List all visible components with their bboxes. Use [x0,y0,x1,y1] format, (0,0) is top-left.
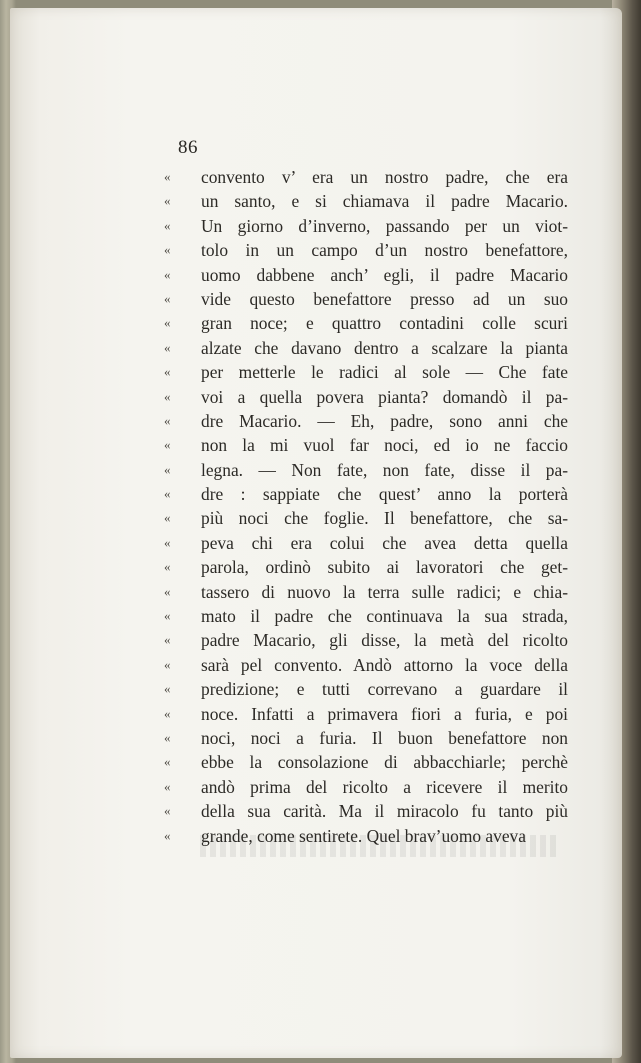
text-line [164,165,568,189]
quote-mark: « [164,217,171,233]
text-line [164,799,568,823]
line-text: tolo in un campo d’un nostro benefattore, [201,240,568,261]
quote-mark: « [164,534,171,550]
page-number: 86 [178,137,198,158]
line-text: mato il padre che continuava la sua strada, [201,606,568,627]
quote-mark: « [164,778,171,794]
text-line [164,750,568,774]
line-text: voi a quella povera pianta? domandò il pa- [201,386,568,407]
text-line [164,506,568,530]
line-text: tassero di nuovo la terra sulle radici; e chia- [201,581,568,602]
text-line [164,311,568,335]
line-text: gran noce; e quattro contadini colle scuri [201,313,568,334]
line-text: dre : sappiate che quest’ anno la porterà [201,484,568,505]
quote-mark: « [164,169,171,184]
quote-mark: « [164,754,171,770]
text-line [164,726,568,750]
quote-mark: « [164,632,171,648]
quote-mark: « [164,388,171,404]
text-line [164,385,568,409]
line-text: dre Macario. — Eh, padre, sono anni che [201,410,568,431]
line-text: ebbe la consolazione di abbacchiarle; perchè [201,752,568,773]
quote-mark: « [164,608,171,624]
line-text: andò prima del ricolto a ricevere il merito [201,776,568,797]
text-line [164,189,568,213]
line-text: predizione; e tutti correvano a guardare il [201,679,568,700]
text-line [164,555,568,579]
line-text: non la mi vuol far noci, ed io ne faccio [201,435,568,456]
line-text: per metterle le radici al sole — Che fate [201,362,568,383]
quote-mark: « [164,827,171,843]
quote-mark: « [164,412,171,428]
line-text: parola, ordinò subito ai lavoratori che get- [201,557,568,578]
quote-mark: « [164,559,171,575]
line-text: della sua carità. Ma il miracolo fu tanto più [201,801,568,822]
quote-mark: « [164,803,171,819]
quote-mark: « [164,315,171,331]
quote-mark: « [164,705,171,721]
text-line [164,628,568,652]
text-line [164,336,568,360]
text-line [164,360,568,384]
text-line [164,409,568,433]
line-text: convento v’ era un nostro padre, che era [201,167,568,187]
quote-mark: « [164,364,171,380]
line-text: sarà pel convento. Andò attorno la voce della [201,654,568,675]
text-line [164,653,568,677]
quote-mark: « [164,461,171,477]
line-text: legna. — Non fate, non fate, disse il pa- [201,459,568,480]
text-line [164,677,568,701]
quote-mark: « [164,339,171,355]
text-line [164,238,568,262]
quote-mark: « [164,437,171,453]
quote-mark: « [164,193,171,209]
quote-mark: « [164,729,171,745]
quote-mark: « [164,681,171,697]
text-line [164,482,568,506]
text-line [164,531,568,555]
text-line [164,824,568,848]
line-text: vide questo benefattore presso ad un suo [201,288,568,309]
text-line [164,263,568,287]
text-line [164,214,568,238]
text-line [164,433,568,457]
text-block [164,165,568,848]
text-line [164,702,568,726]
text-line [164,458,568,482]
line-text: uomo dabbene anch’ egli, il padre Macario [201,264,568,285]
line-text: noce. Infatti a primavera fiori a furia, e poi [201,703,568,724]
line-text: peva chi era colui che avea detta quella [201,532,568,553]
text-line [164,580,568,604]
quote-mark: « [164,242,171,258]
line-text: Un giorno d’inverno, passando per un viot- [201,215,568,236]
line-text: un santo, e si chiamava il padre Macario. [201,191,568,212]
text-line [164,287,568,311]
line-text: alzate che davano dentro a scalzare la pianta [201,337,568,358]
quote-mark: « [164,486,171,502]
line-text: padre Macario, gli disse, la metà del ricolto [201,630,568,651]
line-text: grande, come sentirete. Quel brav’uomo aveva [201,825,526,846]
quote-mark: « [164,510,171,526]
text-line [164,604,568,628]
line-text: noci, noci a furia. Il buon benefattore non [201,727,568,748]
quote-mark: « [164,266,171,282]
text-line [164,775,568,799]
quote-mark: « [164,290,171,306]
line-text: più noci che foglie. Il benefattore, che sa- [201,508,568,529]
quote-mark: « [164,583,171,599]
quote-mark: « [164,656,171,672]
